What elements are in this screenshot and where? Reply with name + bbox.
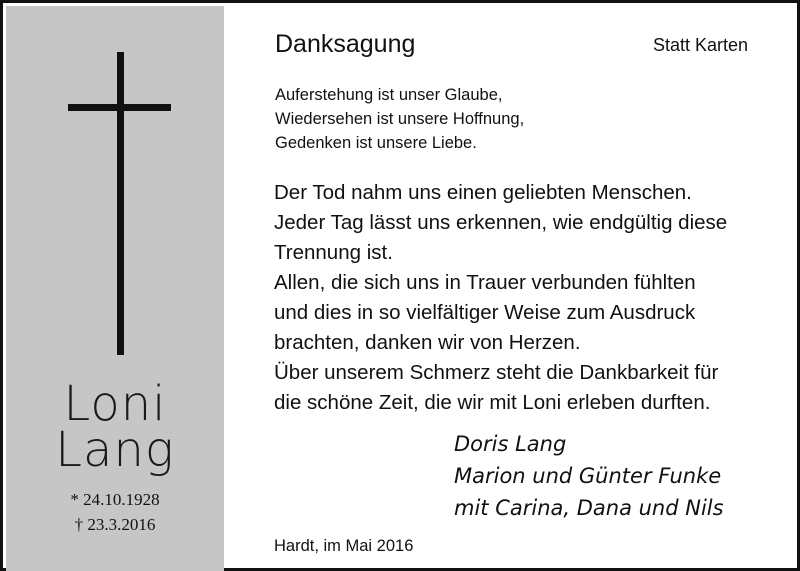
body-line: Über unserem Schmerz steht die Dankbarkeit für [274, 361, 719, 384]
signature-line: mit Carina, Dana und Nils [454, 496, 724, 520]
body-text [274, 178, 727, 418]
signature-line: Marion und Günter Funke [454, 464, 722, 488]
deceased-last-name: Lang [55, 422, 175, 478]
signature-line: Doris Lang [454, 432, 567, 456]
birth-date: * 24.10.1928 [70, 490, 160, 509]
body-line: Trennung ist. [274, 241, 393, 264]
body-line: die schöne Zeit, die wir mit Loni erleben durften. [274, 391, 711, 414]
place-date: Hardt, im Mai 2016 [274, 537, 414, 555]
left-panel [6, 6, 224, 571]
body-line: Jeder Tag lässt uns erkennen, wie endgültig diese [274, 211, 728, 234]
page-title: Danksagung [275, 30, 416, 58]
signature-block [454, 428, 724, 524]
cross-horizontal-bar [68, 104, 171, 111]
quote-block [275, 83, 524, 155]
body-line: brachten, danken wir von Herzen. [274, 331, 581, 354]
cross-vertical-bar [117, 52, 124, 355]
body-line: Der Tod nahm uns einen geliebten Menschen. [274, 181, 692, 204]
body-line: und dies in so vielfältiger Weise zum Ausdruck [274, 301, 696, 324]
death-date: † 23.3.2016 [74, 515, 156, 534]
quote-line: Wiedersehen ist unsere Hoffnung, [275, 110, 525, 128]
body-line: Allen, die sich uns in Trauer verbunden fühlten [274, 271, 696, 294]
statt-karten-note: Statt Karten [652, 35, 748, 55]
quote-line: Auferstehung ist unser Glaube, [275, 86, 503, 104]
deceased-first-name: Loni [63, 376, 167, 432]
quote-line: Gedenken ist unsere Liebe. [275, 134, 477, 152]
